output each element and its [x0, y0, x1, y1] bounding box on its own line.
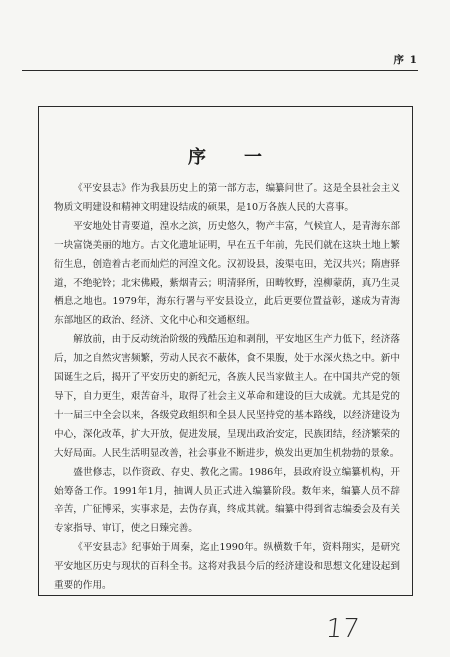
paragraph-1: 《平安县志》作为我县历史上的第一部方志，编纂问世了。这是全县社会主义物质文明建设和精神文明建设结成的硕果，是10万各族人民的大喜事。 [54, 183, 400, 213]
paragraph-2: 平安地处甘青要道，湟水之滨，历史悠久，物产丰富，气候宜人，是青海东部一块富饶美丽的地方。古文化遗址证明，早在五千年前，先民们就在这块土地上繁衍生息，创造着古老而灿烂的河湟文化。汉初设县，浚渠屯田，羌汉共兴；隋唐驿道，不绝驼铃；北宋佛殿，紫烟青云；明清驿所，田畴牧野，湟柳蒙荫，真乃生灵栖息之地也。1979年，海东行署与平安县设立，此后更要位置益彰，遂成为青海东部地区的政治、经济、文化中心和交通枢纽。 [54, 220, 400, 327]
preface-title [0, 143, 450, 169]
preface-body [54, 180, 400, 596]
title-char-1: 序 [188, 147, 206, 168]
paragraph-3: 解放前，由于反动统治阶级的残酷压迫和剥削，平安地区生产力低下，经济落后，加之自然灾害频繁，劳动人民衣不蔽体，食不果腹，处于水深火热之中。新中国诞生之后，揭开了平安历史的新纪元，各族人民当家做主人。在中国共产党的领导下，自力更生，艰苦奋斗，取得了社会主义革命和建设的巨大成就。尤其是党的十一届三中全会以来，各级党政组织和全县人民坚持党的基本路线，以经济建设为中心，深化改革，扩大开放，促进发展，呈现出政治安定，民族团结，经济繁荣的大好局面。人民生活明显改善，社会事业不断进步，焕发出更加生机勃勃的景象。 [54, 334, 400, 459]
running-head: 序 1 [393, 54, 418, 66]
handwritten-page-number: 17 [324, 614, 361, 644]
paragraph-4: 盛世修志，以作资政、存史、教化之需。1986年，县政府设立编纂机构，开始筹备工作。1991年1月，抽调人员正式进入编纂阶段。数年来，编纂人员不辞辛苦，广征博采，实事求是，去伪存真，终成其就。编纂中得到省志编委会及有关专家指导、审订，使之日臻完善。 [54, 466, 400, 535]
title-char-2: 一 [244, 147, 262, 168]
header-rule [22, 70, 418, 71]
paragraph-5: 《平安县志》纪事始于周秦，迄止1990年。纵横数千年，资料翔实，是研究平安地区历史与现状的百科全书。这将对我县今后的经济建设和思想文化建设起到重要的作用。 [54, 542, 400, 592]
